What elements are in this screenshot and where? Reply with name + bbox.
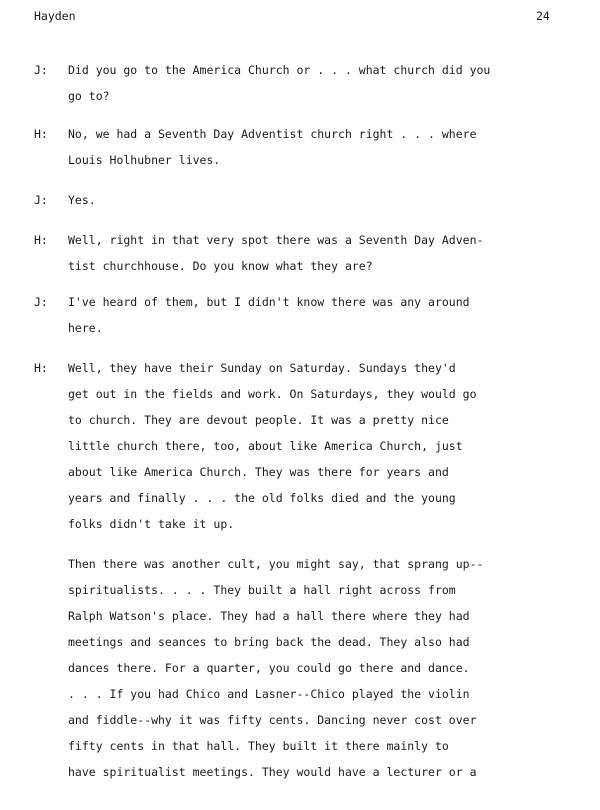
dialogue-line: I've heard of them, but I didn't know there was any around [68, 295, 470, 309]
speaker-label: H: [34, 233, 48, 247]
speaker-label: H: [34, 127, 48, 141]
dialogue-line: years and finally . . . the old folks died and the young [68, 491, 456, 505]
paragraph-line: and fiddle--why it was fifty cents. Dancing never cost over [68, 713, 477, 727]
dialogue-line: get out in the fields and work. On Saturdays, they would go [68, 387, 477, 401]
header-name: Hayden [34, 9, 76, 23]
dialogue-line: Did you go to the America Church or . . . what church did you [68, 63, 491, 77]
dialogue-line: to church. They are devout people. It was a pretty nice [68, 413, 449, 427]
speaker-label: J: [34, 63, 48, 77]
dialogue-line: Yes. [68, 193, 96, 207]
dialogue-line: folks didn't take it up. [68, 517, 235, 531]
dialogue-line: little church there, too, about like America Church, just [68, 439, 463, 453]
dialogue-line: Well, right in that very spot there was a Seventh Day Adven- [68, 233, 484, 247]
paragraph-line: spiritualists. . . . They built a hall right across from [68, 583, 456, 597]
paragraph-line: dances there. For a quarter, you could go there and dance. [68, 661, 470, 675]
dialogue-line: Louis Holhubner lives. [68, 153, 221, 167]
dialogue-line: Well, they have their Sunday on Saturday. Sundays they'd [68, 361, 456, 375]
paragraph-line: fifty cents in that hall. They built it there mainly to [68, 739, 449, 753]
speaker-label: J: [34, 193, 48, 207]
paragraph-line: . . . If you had Chico and Lasner--Chico played the violin [68, 687, 470, 701]
paragraph-line: Then there was another cult, you might say, that sprang up-- [68, 557, 484, 571]
paragraph-line: have spiritualist meetings. They would have a lecturer or a [68, 765, 477, 779]
speaker-label: H: [34, 361, 48, 375]
dialogue-line: tist churchhouse. Do you know what they are? [68, 259, 373, 273]
dialogue-line: go to? [68, 89, 110, 103]
paragraph-line: Ralph Watson's place. They had a hall there where they had [68, 609, 470, 623]
paragraph-line: meetings and seances to bring back the dead. They also had [68, 635, 470, 649]
dialogue-line: No, we had a Seventh Day Adventist church right . . . where [68, 127, 477, 141]
speaker-label: J: [34, 295, 48, 309]
page-number: 24 [536, 9, 550, 23]
dialogue-line: here. [68, 321, 103, 335]
dialogue-line: about like America Church. They was there for years and [68, 465, 449, 479]
